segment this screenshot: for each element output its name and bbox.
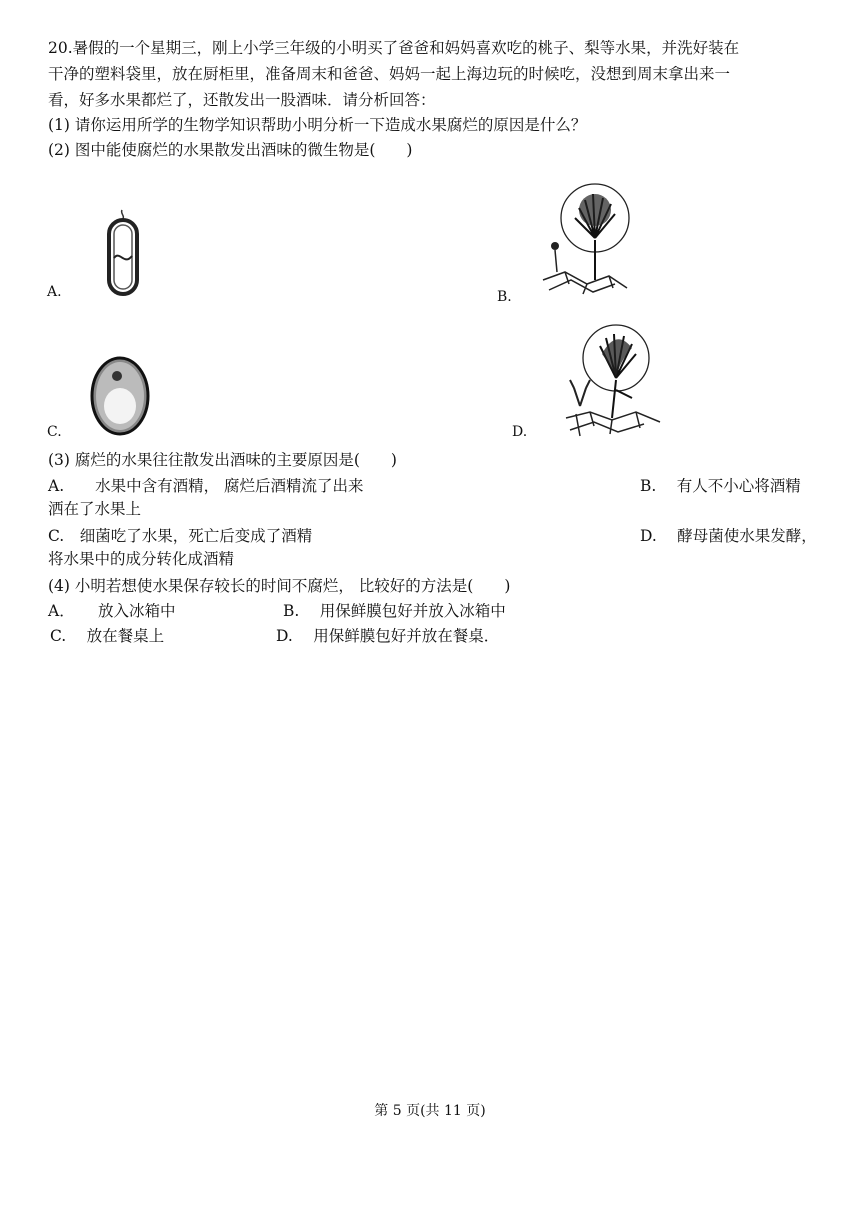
q3-option-a: A. 水果中含有酒精， 腐烂后酒精流了出来 [48, 477, 364, 495]
q3-option-d-continued: 将水果中的成分转化成酒精 [48, 550, 235, 568]
question-intro-line-3: 看，好多水果都烂了，还散发出一股酒味．请分析回答： [48, 91, 436, 109]
question-intro-line-2: 干净的塑料袋里，放在厨柜里，准备周末和爸爸、妈妈一起上海边玩的时候吃，没想到周末拿出来一 [48, 65, 731, 83]
sub-question-4: (4) 小明若想使水果保存较长的时间不腐烂， 比较好的方法是( ) [48, 577, 511, 595]
q3-option-b-continued: 洒在了水果上 [48, 500, 142, 518]
q3-option-c: C. 细菌吃了水果，死亡后变成了酒精 [48, 527, 313, 545]
option-b-label: B. [497, 289, 512, 305]
q4-option-a: A． 放入冰箱中 [48, 602, 176, 620]
yeast-cell-image [85, 350, 155, 442]
q4-option-d: D. 用保鲜膜包好并放在餐桌． [276, 627, 500, 645]
q4-option-c: C. 放在餐桌上 [50, 627, 165, 645]
sub-question-1: (1) 请你运用所学的生物学知识帮助小明分析一下造成水果腐烂的原因是什么？ [48, 116, 587, 134]
sub-question-3: (3) 腐烂的水果往往散发出酒味的主要原因是( ) [48, 451, 397, 469]
option-c-label: C. [47, 424, 62, 440]
q4-option-b: B. 用保鲜膜包好并放入冰箱中 [283, 602, 506, 620]
penicillium-mold-image [535, 180, 635, 300]
sub-question-2: (2) 图中能使腐烂的水果散发出酒味的微生物是( ) [48, 141, 413, 159]
option-a-label: A. [47, 284, 62, 300]
aspergillus-mold-image [560, 318, 670, 440]
question-intro-line-1: 20.暑假的一个星期三，刚上小学三年级的小明买了爸爸和妈妈喜欢吃的桃子、梨等水果，并洗好装在 [48, 39, 740, 57]
option-d-label: D. [512, 424, 528, 440]
bacterium-image [100, 206, 150, 298]
page-footer: 第 5 页(共 11 页) [374, 1103, 486, 1119]
q3-option-b: B. 有人不小心将酒精 [640, 477, 801, 495]
q3-option-d: D. 酵母菌使水果发酵， [640, 527, 817, 545]
